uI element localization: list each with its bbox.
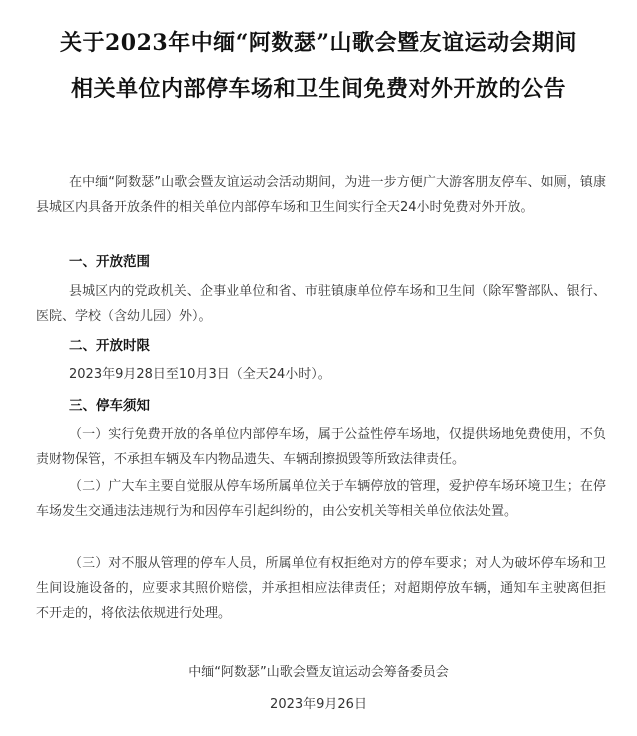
section-heading-scope: 一、开放范围 <box>69 254 150 270</box>
issue-date: 2023年9月26日 <box>270 697 367 712</box>
notice-title-line-2: 相关单位内部停车场和卫生间免费对外开放的公告 <box>70 76 566 102</box>
rule-item-2: （二）广大车主要自觉服从停车场所属单位关于车辆停放的管理，爱护停车场环境卫生；在停车场发生交通违法违规行为和因停车引起纠纷的，由公安机关等相关单位依法处置。 <box>36 479 606 519</box>
period-paragraph: 2023年9月28日至10月3日（全天24小时）。 <box>69 367 331 382</box>
intro-paragraph: 在中缅“阿数瑟”山歌会暨友谊运动会活动期间，为进一步方便广大游客朋友停车、如厕，镇康县城区内具备开放条件的相关单位内部停车场和卫生间实行全天24小时免费对外开放。 <box>36 175 606 215</box>
notice-title-line-1: 关于2023年中缅“阿数瑟”山歌会暨友谊运动会期间 <box>59 30 578 56</box>
scope-paragraph: 县城区内的党政机关、企事业单位和省、市驻镇康单位停车场和卫生间（除军警部队、银行、医院、学校（含幼儿园）外）。 <box>36 284 606 324</box>
section-heading-period: 二、开放时限 <box>69 338 150 354</box>
section-heading-parking-rules: 三、停车须知 <box>69 398 150 414</box>
rule-item-1: （一）实行免费开放的各单位内部停车场，属于公益性停车场地，仅提供场地免费使用，不负责财物保管，不承担车辆及车内物品遗失、车辆刮擦损毁等所致法律责任。 <box>36 427 606 467</box>
issuer-signature: 中缅“阿数瑟”山歌会暨友谊运动会筹备委员会 <box>188 665 449 680</box>
rule-item-3: （三）对不服从管理的停车人员，所属单位有权拒绝对方的停车要求；对人为破坏停车场和卫生间设施设备的，应要求其照价赔偿，并承担相应法律责任；对超期停放车辆，通知车主驶离但拒不开走的，将依法依规进行处理。 <box>36 556 606 621</box>
